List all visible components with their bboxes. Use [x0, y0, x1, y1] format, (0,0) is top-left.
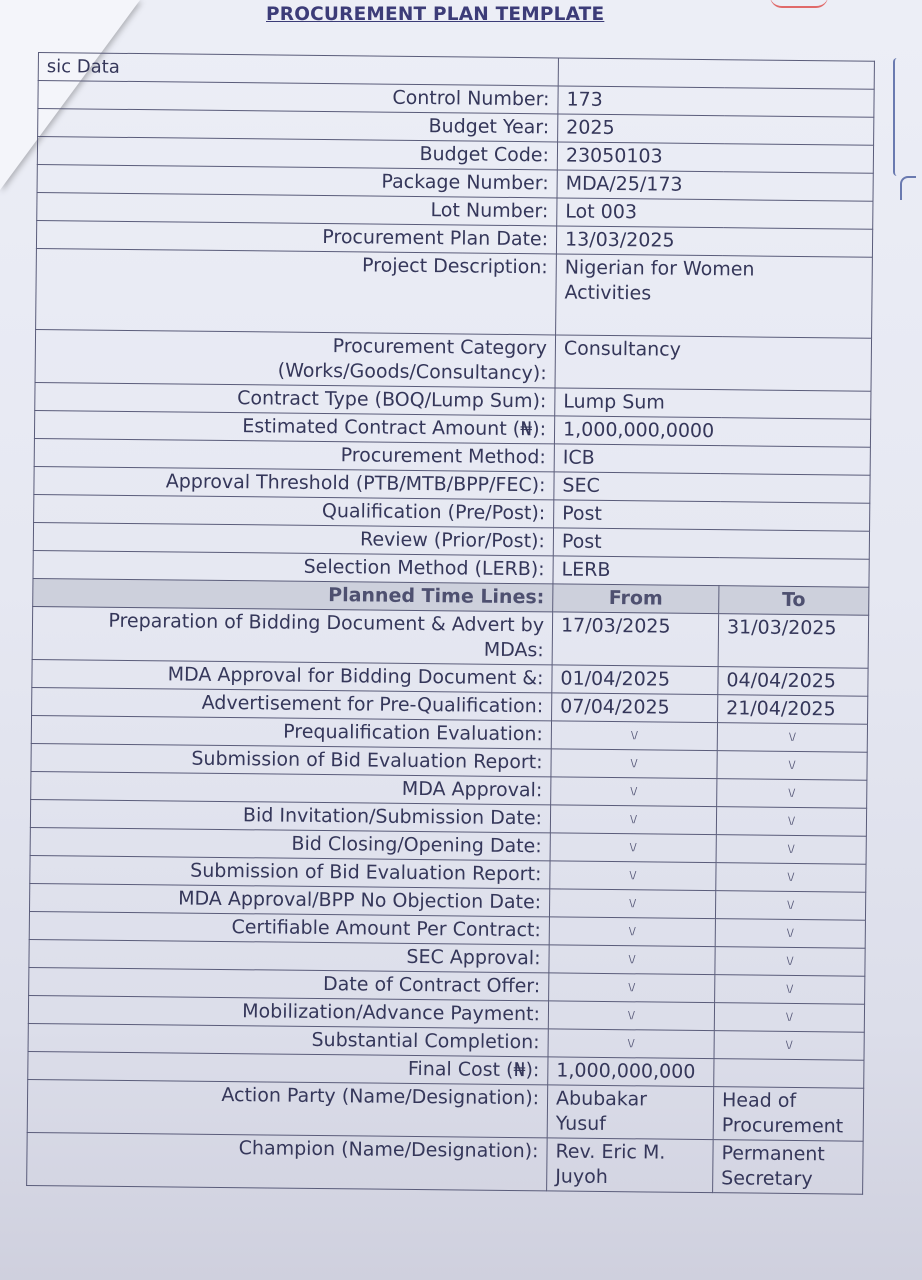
- tick-mark: \/: [549, 889, 715, 919]
- tick-mark: \/: [714, 1003, 864, 1033]
- margin-pen-mark: [893, 58, 909, 176]
- tick-mark: \/: [715, 919, 865, 949]
- action-party-designation: Head of Procurement: [713, 1087, 864, 1142]
- tick-mark: \/: [550, 833, 716, 863]
- action-party-name: Abubakar Yusuf: [547, 1085, 714, 1140]
- row-value: Lump Sum: [555, 388, 871, 419]
- empty-cell: [714, 1059, 864, 1089]
- row-label: MDA Approval/BPP No Objection Date:: [29, 883, 549, 916]
- row-label: Control Number:: [38, 81, 558, 114]
- row-label: MDA Approval:: [31, 771, 551, 804]
- row-label: Certifiable Amount Per Contract:: [29, 911, 549, 944]
- tick-mark: \/: [551, 777, 717, 807]
- row-value: Post: [554, 500, 870, 531]
- tick-mark: \/: [716, 835, 866, 865]
- row-label: Champion (Name/Designation):: [27, 1132, 548, 1190]
- row-value: Consultancy: [555, 335, 872, 391]
- row-label: Action Party (Name/Designation):: [27, 1079, 548, 1137]
- to-date: 04/04/2025: [718, 667, 868, 697]
- tick-mark: \/: [715, 975, 865, 1005]
- tick-mark: \/: [549, 917, 715, 947]
- from-date: 07/04/2025: [552, 693, 718, 723]
- section-heading: sic Data: [38, 53, 558, 86]
- row-label: MDA Approval for Bidding Document &:: [32, 659, 552, 692]
- table-row: [27, 1132, 864, 1194]
- tick-mark: \/: [717, 723, 867, 753]
- row-value: Nigerian for Women Activities: [556, 254, 873, 338]
- from-date: 17/03/2025: [552, 612, 719, 667]
- to-date: 21/04/2025: [718, 695, 868, 725]
- final-cost-value: 1,000,000,000: [548, 1057, 714, 1087]
- row-label: Prequalification Evaluation:: [31, 715, 551, 748]
- row-label: Mobilization/Advance Payment:: [28, 995, 548, 1028]
- tick-mark: \/: [717, 779, 867, 809]
- tick-mark: \/: [548, 1029, 714, 1059]
- procurement-plan-table: [26, 52, 875, 1195]
- margin-pen-mark: [900, 176, 916, 200]
- tick-mark: \/: [715, 891, 865, 921]
- row-label: Lot Number:: [37, 192, 557, 225]
- row-label: SEC Approval:: [29, 939, 549, 972]
- row-value: 1,000,000,0000: [554, 416, 870, 447]
- row-label: Budget Year:: [38, 109, 558, 142]
- tick-mark: \/: [550, 861, 716, 891]
- row-label: Budget Code:: [37, 137, 557, 170]
- tick-mark: \/: [548, 1001, 714, 1031]
- row-label: Qualification (Pre/Post):: [34, 494, 554, 527]
- tick-mark: \/: [551, 721, 717, 751]
- red-pen-mark: [770, 0, 828, 8]
- to-date: 31/03/2025: [718, 614, 869, 669]
- row-value: Lot 003: [557, 198, 873, 229]
- table-row: [35, 329, 872, 391]
- row-label: Procurement Method:: [34, 438, 554, 471]
- table-row: [27, 1079, 864, 1141]
- row-label: Submission of Bid Evaluation Report:: [30, 855, 550, 888]
- row-label: Final Cost (₦):: [28, 1051, 548, 1084]
- tick-mark: \/: [717, 751, 867, 781]
- row-label: Review (Prior/Post):: [33, 522, 553, 555]
- row-label: Procurement Plan Date:: [36, 220, 556, 253]
- row-value: 173: [558, 86, 874, 117]
- row-label: Preparation of Bidding Document & Advert by MDAs:: [32, 606, 553, 664]
- timelines-heading: Planned Time Lines:: [33, 578, 553, 611]
- from-column-header: From: [553, 584, 719, 614]
- tick-mark: \/: [714, 1031, 864, 1061]
- row-value: Post: [553, 528, 869, 559]
- to-column-header: To: [719, 586, 869, 616]
- tick-mark: \/: [716, 807, 866, 837]
- row-value: 2025: [558, 114, 874, 145]
- table-row: [32, 606, 869, 668]
- row-label: Procurement Category (Works/Goods/Consultancy):: [35, 329, 556, 387]
- row-value: 23050103: [557, 142, 873, 173]
- row-label: Project Description:: [36, 248, 557, 334]
- row-value: SEC: [554, 472, 870, 503]
- row-label: Contract Type (BOQ/Lump Sum):: [35, 382, 555, 415]
- row-label: Date of Contract Offer:: [29, 967, 549, 1000]
- row-value: ICB: [554, 444, 870, 475]
- document-title: PROCUREMENT PLAN TEMPLATE: [266, 4, 605, 25]
- from-date: 01/04/2025: [552, 665, 718, 695]
- tick-mark: \/: [715, 947, 865, 977]
- row-label: Submission of Bid Evaluation Report:: [31, 743, 551, 776]
- row-value: MDA/25/173: [557, 170, 873, 201]
- tick-mark: \/: [549, 973, 715, 1003]
- row-label: Bid Invitation/Submission Date:: [30, 799, 550, 832]
- tick-mark: \/: [549, 945, 715, 975]
- row-label: Bid Closing/Opening Date:: [30, 827, 550, 860]
- row-label: Estimated Contract Amount (₦):: [34, 410, 554, 443]
- row-value: LERB: [553, 556, 869, 587]
- tick-mark: \/: [716, 863, 866, 893]
- tick-mark: \/: [550, 805, 716, 835]
- champion-name: Rev. Eric M. Juyoh: [547, 1138, 714, 1193]
- row-label: Selection Method (LERB):: [33, 550, 553, 583]
- row-label: Substantial Completion:: [28, 1023, 548, 1056]
- row-label: Approval Threshold (PTB/MTB/BPP/FEC):: [34, 466, 554, 499]
- tick-mark: \/: [551, 749, 717, 779]
- champion-designation: Permanent Secretary: [713, 1140, 864, 1195]
- row-value: 13/03/2025: [556, 226, 872, 257]
- row-label: Advertisement for Pre-Qualification:: [32, 687, 552, 720]
- row-label: Package Number:: [37, 164, 557, 197]
- table-row: [36, 248, 873, 338]
